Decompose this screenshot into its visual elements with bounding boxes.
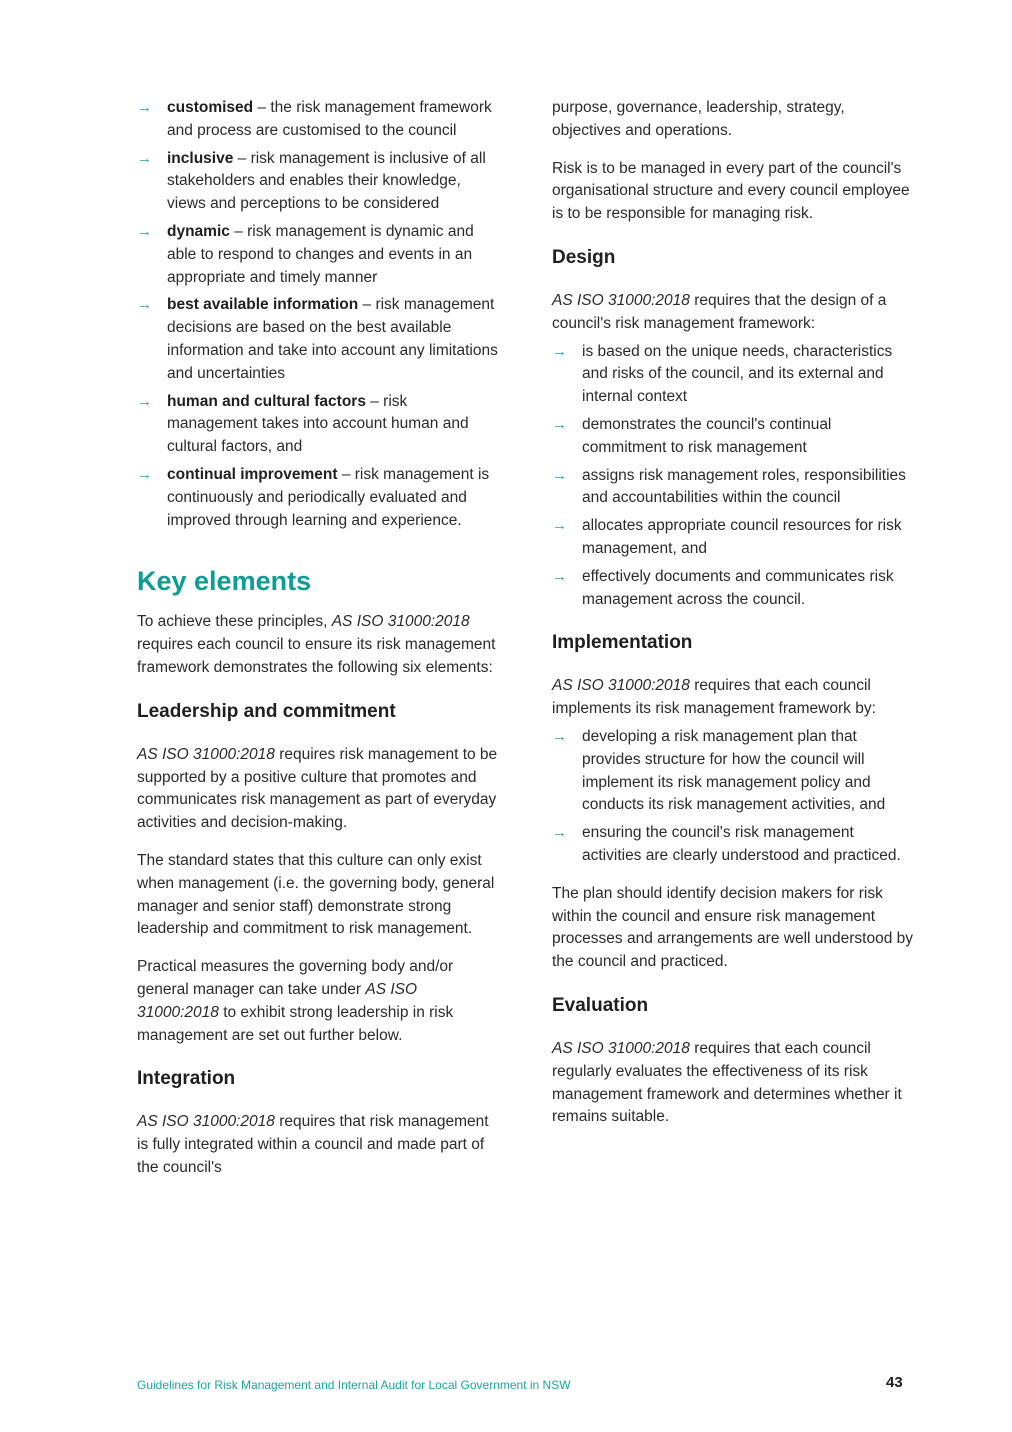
arrow-right-icon: → (552, 466, 567, 484)
list-item: → dynamic – risk management is dynamic and able to respond to changes and events in an appropriate and timely manner (137, 222, 474, 286)
list-item: → human and cultural factors – risk management takes into account human and cultural factors, and (137, 392, 469, 456)
arrow-right-icon: → (552, 824, 567, 842)
arrow-right-icon: → (137, 149, 152, 167)
list-item: → best available information – risk management decisions are based on the best available information and take into account any limitations and uncertainties (137, 296, 498, 382)
key-elements-heading: Key elements (137, 566, 312, 597)
evaluation-heading: Evaluation (552, 994, 649, 1016)
evaluation-paragraph: AS ISO 31000:2018 requires that each council regularly evaluates the effectiveness of its risk management framework and determines whether it remains suitable. (552, 1039, 902, 1126)
design-intro: AS ISO 31000:2018 requires that the design of a council's risk management framework: (552, 291, 887, 332)
principles-list (137, 97, 502, 532)
arrow-right-icon: → (137, 296, 152, 314)
list-item: → ensuring the council's risk management activities are clearly understood and practiced. (552, 824, 901, 864)
list-item: → demonstrates the council's continual commitment to risk management (552, 415, 832, 456)
integration-continued: purpose, governance, leadership, strategy, objectives and operations. (552, 99, 845, 139)
leadership-heading: Leadership and commitment (137, 700, 396, 722)
list-item: → allocates appropriate council resources for risk management, and (552, 517, 902, 557)
arrow-right-icon: → (552, 342, 567, 360)
integration-paragraph: AS ISO 31000:2018 requires that risk management is fully integrated within a council and made part of the council's (137, 1113, 489, 1176)
arrow-right-icon: → (552, 727, 567, 745)
integration-heading: Integration (137, 1068, 236, 1090)
key-elements-intro: To achieve these principles, AS ISO 31000:2018 requires each council to ensure its risk management framework demonstrates the following six elements: (137, 613, 496, 676)
arrow-right-icon: → (552, 415, 567, 433)
left-column (137, 97, 502, 1195)
leadership-paragraph-1: AS ISO 31000:2018 requires risk management to be supported by a positive culture that promotes and communicates risk management as part of everyday activities and decision-making. (137, 745, 498, 832)
arrow-right-icon: → (137, 99, 152, 116)
design-heading: Design (552, 246, 616, 268)
list-item: → assigns risk management roles, responsibilities and accountabilities within the council (552, 466, 906, 507)
implementation-heading: Implementation (552, 632, 693, 654)
list-item: → inclusive – risk management is inclusive of all stakeholders and enables their knowledge, views and perceptions to be considered (137, 149, 486, 213)
arrow-right-icon: → (552, 517, 567, 535)
arrow-right-icon: → (552, 567, 567, 585)
list-item: → effectively documents and communicates risk management across the council. (552, 567, 894, 608)
integration-paragraph-2: Risk is to be managed in every part of the council's organisational structure and every council employee is to be responsible for managing risk. (552, 159, 910, 223)
implementation-list (552, 726, 914, 868)
design-list (552, 341, 914, 612)
list-item: → continual improvement – risk management is continuously and periodically evaluated and improved through learning and experience. (137, 465, 490, 529)
footer-title: Guidelines for Risk Management and Internal Audit for Local Government in NSW (137, 1378, 571, 1392)
leadership-paragraph-3: Practical measures the governing body and/or general manager can take under AS ISO 31000:2018 to exhibit strong leadership in risk management are set out further below. (137, 958, 454, 1044)
implementation-intro: AS ISO 31000:2018 requires that each council implements its risk management framework by: (552, 677, 876, 718)
arrow-right-icon: → (137, 392, 152, 410)
list-item: → is based on the unique needs, characteristics and risks of the council, and its external and internal context (552, 342, 893, 406)
arrow-right-icon: → (137, 465, 152, 483)
right-column (552, 97, 914, 1144)
page-number: 43 (886, 1374, 903, 1391)
implementation-paragraph-2: The plan should identify decision makers for risk within the council and ensure risk management processes and arrangements are well understood by the council and practiced. (552, 884, 914, 971)
list-item: → customised – the risk management framework and process are customised to the council (137, 99, 492, 139)
leadership-paragraph-2: The standard states that this culture can only exist when management (i.e. the governing body, general manager and senior staff) demonstrate strong leadership and commitment to risk management. (137, 851, 495, 938)
list-item: → developing a risk management plan that provides structure for how the council will implement its risk management policy and conducts its risk management activities, and (552, 727, 886, 814)
arrow-right-icon: → (137, 222, 152, 240)
